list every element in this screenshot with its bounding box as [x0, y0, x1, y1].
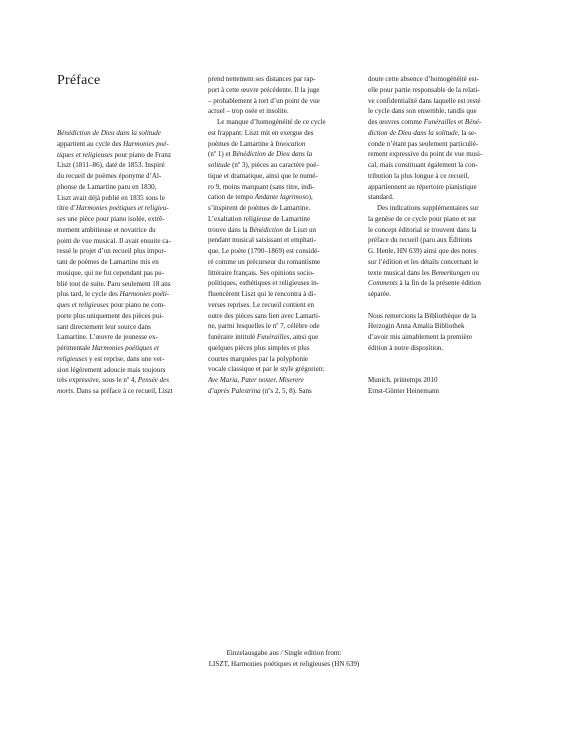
text-line: [208, 128, 348, 139]
text-segment: phonse de Lamartine paru en 1830,: [57, 182, 157, 191]
text-line: [208, 117, 348, 128]
text-segment: tribution la plus longue à ce recueil,: [368, 171, 470, 180]
text-line: [57, 375, 197, 386]
italic-text: solitude: [208, 161, 231, 169]
blank-line: [368, 354, 510, 365]
italic-text: Funérailles: [423, 118, 457, 126]
text-segment: édition à notre disposition.: [368, 343, 444, 352]
text-segment: s’inspirent de poèmes de Lamartine.: [208, 204, 311, 212]
text-segment: tique et dramatique, ainsi que le numé-: [208, 171, 318, 180]
text-line: [368, 74, 510, 85]
italic-text: Harmonies poétiques et religieu-: [75, 204, 169, 213]
text-line: [208, 321, 348, 332]
text-segment: ve confidentialité dans laquelle est resté: [368, 96, 481, 105]
text-segment: Lamartine. L’œuvre de jeunesse ex-: [57, 333, 158, 342]
text-segment: ne, parmi lesquelles le nº 7, célèbre ode: [208, 322, 320, 331]
text-segment: sur l’édition et les détails concernant le: [368, 257, 479, 266]
text-segment: mement ambitieuse et novatrice du: [57, 225, 156, 234]
text-line: [57, 365, 197, 376]
text-line: [368, 117, 510, 128]
italic-text: Bénédiction de Dieu dans la solitude: [57, 129, 161, 137]
text-segment: (nºs 2, 5, 8). Sans: [260, 386, 312, 395]
text-segment: y est reprise, dans une ver-: [87, 354, 165, 363]
text-line: [57, 236, 197, 247]
text-line: [368, 268, 510, 279]
text-line: [57, 193, 197, 204]
text-segment: (nº 1) et: [208, 150, 233, 159]
text-segment: une pièce pour piano isolée, extrê-: [65, 215, 165, 223]
text-line: [208, 85, 348, 96]
text-segment: verses reprises. Le recueil contient en: [208, 300, 315, 309]
text-line: [368, 311, 510, 322]
text-line: [57, 257, 197, 268]
text-segment: ro 9, moins marquant (sans titre, indi-: [208, 182, 315, 191]
text-segment: très expressive, sous le nº 4,: [57, 376, 138, 385]
text-segment: préface du recueil (paru aux Éditions: [368, 236, 473, 245]
italic-text: Béné-: [464, 118, 482, 126]
text-segment: pour piano ne com-: [108, 301, 166, 309]
text-segment: rement expressive du point de vue musi-: [368, 150, 483, 159]
text-line: [208, 300, 348, 311]
text-line: [208, 214, 348, 225]
text-line: [57, 246, 197, 257]
text-line: [368, 235, 510, 246]
text-line: [368, 96, 510, 107]
italic-text: ques et religieuses: [57, 301, 109, 309]
text-line: [368, 106, 510, 117]
text-line: [57, 139, 197, 150]
text-line: [57, 386, 197, 397]
text-line: [368, 257, 510, 268]
text-segment: le concept éditorial se trouvent dans la: [368, 225, 477, 234]
text-line: [208, 332, 348, 343]
text-line: [368, 192, 510, 203]
text-segment: L’exaltation religieuse de Lamartine: [208, 214, 311, 223]
text-line: [368, 386, 510, 397]
text-segment: texte musical dans les: [368, 268, 432, 277]
text-line: [208, 160, 348, 171]
text-line: [368, 225, 510, 236]
text-segment: périmentale: [57, 344, 93, 352]
text-line: [57, 300, 197, 311]
text-line: [57, 268, 197, 279]
italic-text: Harmonies poéti-: [119, 290, 170, 299]
italic-text: Invocation: [275, 139, 306, 148]
text-line: [208, 386, 348, 397]
text-segment: littéraire français. Ses opinions socio-: [208, 268, 315, 277]
text-line: [368, 289, 510, 300]
text-line: [208, 203, 348, 214]
text-line: [368, 332, 510, 343]
footer-line-1: Einzelausgabe aus / Single edition from:: [226, 649, 342, 657]
text-line: [208, 364, 348, 375]
text-line: [57, 171, 197, 182]
text-line: [368, 160, 510, 171]
text-segment: sant directement leur source dans: [57, 322, 151, 331]
text-segment: pendant musical saisissant et emphati-: [208, 236, 317, 245]
text-line: [368, 278, 510, 289]
text-segment: appartient au cycle des: [57, 139, 124, 148]
text-line: [208, 311, 348, 322]
text-line: [368, 321, 510, 332]
text-segment: actuel – trop osée et insolite.: [208, 107, 289, 116]
text-segment: prend nettement ses distances par rap-: [208, 75, 316, 83]
text-segment: trouve dans la: [208, 225, 250, 234]
blank-line: [368, 300, 510, 311]
text-line: [208, 343, 348, 354]
text-segment: sion légèrement adoucie mais toujours: [57, 365, 166, 374]
text-segment: du recueil de poèmes éponyme d’Al-: [57, 172, 162, 180]
text-line: [368, 375, 510, 386]
text-segment: doute cette absence d’homogénéité est-: [368, 75, 479, 83]
text-segment: , ainsi que: [289, 333, 319, 341]
text-line: [208, 171, 348, 182]
text-segment: tant de poèmes de Lamartine mis en: [57, 258, 159, 266]
text-segment: plus tard, le cycle des: [57, 290, 120, 299]
text-line: [368, 139, 510, 150]
text-segment: poèmes de Lamartine à: [208, 139, 276, 148]
text-segment: Herzogin Anna Amalia Bibliothek: [368, 322, 465, 331]
text-line: [208, 74, 348, 85]
italic-text: Pensée des: [137, 376, 169, 385]
text-segment: blié tout de suite. Paru seulement 18 ans: [57, 279, 171, 288]
text-line: [57, 279, 197, 290]
text-column-3: [368, 74, 510, 397]
text-segment: quelques pièces plus simples et plus: [208, 343, 310, 352]
text-line: [208, 257, 348, 268]
text-segment: , la se-: [457, 128, 477, 137]
text-segment: Le manque d’homogénéité de ce cycle: [217, 118, 326, 126]
text-line: [208, 289, 348, 300]
page-title: Préface: [57, 73, 101, 88]
text-segment: musique, qui ne fut cependant pas pu-: [57, 268, 165, 277]
footer-line-2: LISZT, Harmonies poétiques et religieuses (HN 639): [208, 659, 360, 668]
text-segment: séparée.: [368, 290, 391, 298]
text-line: [208, 225, 348, 236]
text-segment: funéraire intitulé: [208, 333, 257, 341]
text-segment: point de vue musical. Il avait ensuite ca-: [57, 236, 171, 245]
text-segment: pour piano de Franz: [112, 150, 172, 159]
text-segment: est frappant: Liszt mit en exergue des: [208, 128, 314, 137]
text-segment: G. Henle, HN 639) ainsi que des notes: [368, 247, 477, 255]
edition-footer: [0, 648, 568, 669]
italic-text: Funérailles: [256, 333, 290, 341]
italic-text: Comments: [368, 279, 398, 288]
text-line: [208, 235, 348, 246]
text-line: [208, 182, 348, 193]
text-line: [208, 246, 348, 257]
text-segment: ),: [308, 193, 313, 202]
text-column-1: [57, 128, 197, 397]
text-segment: Liszt avait déjà publié en 1835 sous le: [57, 193, 165, 202]
text-line: [57, 182, 197, 193]
text-line: [57, 128, 197, 139]
italic-text: Ave Maria, Pater noster, Miserere: [208, 376, 304, 384]
text-line: [57, 150, 197, 161]
text-segment: cation de tempo: [208, 193, 255, 202]
italic-text: d’après Palestrina: [208, 386, 261, 395]
text-line: [57, 160, 197, 171]
text-line: [57, 214, 197, 225]
text-segment: vocale classique et par le style grégorien:: [208, 365, 325, 374]
text-line: [208, 278, 348, 289]
text-line: [57, 343, 197, 354]
text-line: [368, 203, 510, 214]
text-segment: des œuvres comme: [368, 118, 424, 126]
text-line: [57, 332, 197, 343]
text-segment: porte plus uniquement des pièces pui-: [57, 311, 164, 320]
text-line: [208, 106, 348, 117]
text-line: [208, 268, 348, 279]
italic-text: tiques et religieuses: [57, 150, 113, 159]
text-line: [208, 96, 348, 107]
italic-text: Harmonies poétiques et: [92, 344, 159, 352]
text-segment: ressé le projet d’un recueil plus impor-: [57, 247, 167, 256]
text-segment: Des indications supplémentaires sur: [377, 204, 479, 212]
text-segment: Liszt (1811–86), daté de 1853. Inspiré: [57, 161, 165, 170]
text-segment: Nous remercions la Bibliothèque de la: [368, 311, 477, 320]
text-segment: fluencèrent Liszt qui le rencontra à di-: [208, 290, 317, 298]
text-line: [57, 289, 197, 300]
text-line: [57, 225, 197, 236]
text-line: [208, 192, 348, 203]
text-segment: d’avoir mis aimablement la première: [368, 333, 473, 341]
text-segment: conde n’étant pas seulement particuliè-: [368, 139, 479, 148]
text-column-2: [208, 74, 348, 397]
text-line: [57, 311, 197, 322]
text-line: [368, 343, 510, 354]
text-segment: elle pour partie responsable de la relati-: [368, 85, 480, 94]
blank-line: [368, 364, 510, 375]
text-segment: de Liszt un: [282, 225, 317, 234]
text-segment: ré comme un précurseur du romantisme: [208, 257, 321, 266]
text-segment: Munich, printemps 2010: [368, 376, 438, 384]
text-segment: Ernst-Günter Heinemann: [368, 386, 440, 395]
text-line: [368, 182, 510, 193]
text-line: [368, 171, 510, 182]
text-line: [208, 139, 348, 150]
text-segment: cal, mais constituant également la con-: [368, 161, 478, 169]
italic-text: Andante lagrimoso: [254, 193, 309, 202]
text-segment: outre des pièces sans lien avec Lamarti-: [208, 311, 321, 320]
text-line: [368, 128, 510, 139]
text-segment: et: [456, 118, 465, 126]
text-line: [57, 322, 197, 333]
text-segment: appartiennent au répertoire pianistique: [368, 182, 477, 191]
text-line: [208, 375, 348, 386]
text-segment: standard.: [368, 193, 394, 202]
italic-text: morts: [57, 387, 74, 395]
italic-text: diction de Dieu dans la solitude: [368, 128, 458, 137]
italic-text: Bénédiction de Dieu dans la: [232, 150, 313, 159]
text-segment: – probablement à tort d’un point de vue: [208, 96, 320, 105]
text-line: [57, 203, 197, 214]
text-line: [368, 214, 510, 225]
text-line: [368, 246, 510, 257]
text-line: [368, 149, 510, 160]
italic-text: Bénédiction: [249, 225, 283, 234]
text-line: [208, 149, 348, 160]
text-segment: à la fin de la présente édition: [397, 279, 481, 288]
italic-text: Harmonies poé-: [123, 139, 169, 148]
text-segment: politiques, esthétiques et religieuses in-: [208, 279, 319, 288]
text-segment: le cycle dans son ensemble, tandis que: [368, 107, 477, 116]
text-segment: ou: [470, 268, 479, 277]
text-segment: port à cette œuvre précédente. Il la juge: [208, 85, 320, 94]
text-segment: (nº 3), pièces au caractère poé-: [230, 161, 319, 169]
text-segment: que. Le poète (1790–1869) est considé-: [208, 247, 320, 255]
text-line: [208, 354, 348, 365]
text-line: [368, 85, 510, 96]
italic-text: Bemerkungen: [431, 268, 471, 277]
text-segment: courtes marquées par la polyphonie: [208, 354, 309, 363]
text-line: [57, 354, 197, 365]
text-segment: . Dans sa préface à ce recueil, Liszt: [73, 387, 173, 395]
text-segment: la genèse de ce cycle pour piano et sur: [368, 214, 477, 223]
text-segment: titre d’: [57, 204, 76, 213]
italic-text: ses: [57, 215, 66, 223]
italic-text: religieuses: [57, 354, 88, 363]
